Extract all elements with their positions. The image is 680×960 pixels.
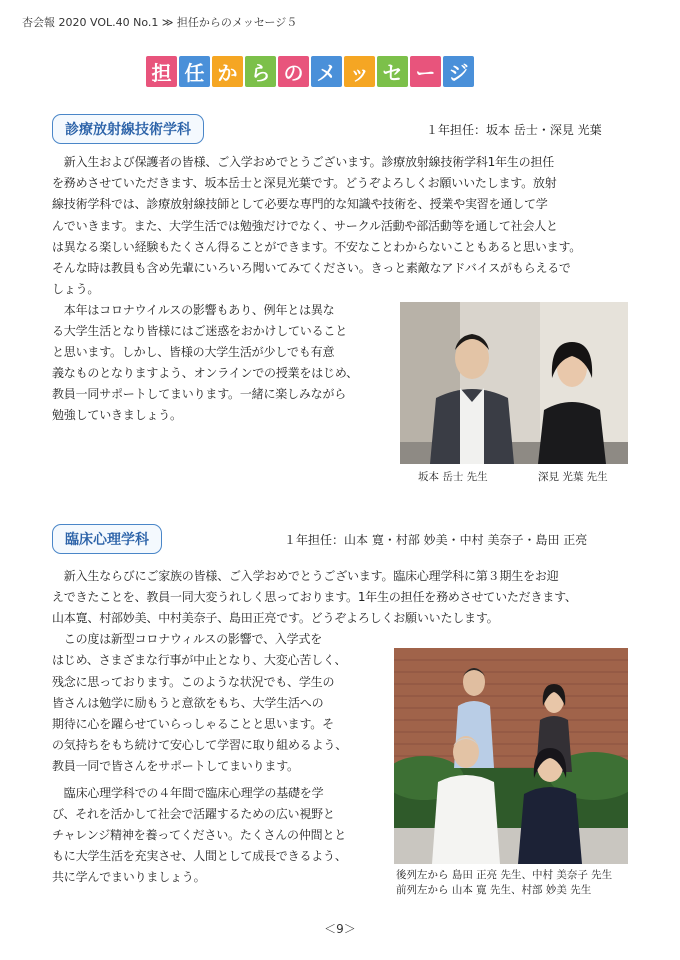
body-line: 義なものとなりますよう、オンラインでの授業をはじめ、	[52, 366, 358, 380]
photo-caption-left: 坂本 岳士 先生	[418, 471, 488, 483]
photo-caption-line1: 後列左から 島田 正亮 先生、中村 美奈子 先生	[396, 869, 613, 881]
title-tile: ー	[410, 56, 441, 87]
title-tile: ッ	[344, 56, 375, 87]
body-line: を務めさせていただきます、坂本岳士と深見光葉です。どうぞよろしくお願いいたします。放射	[52, 176, 557, 190]
body-line: 臨床心理学科での４年間で臨床心理学の基礎を学	[52, 786, 324, 800]
photo-caption-right: 深見 光葉 先生	[538, 471, 608, 483]
body-line: の気持ちをもち続けて安心して学習に取り組めるよう、	[52, 738, 348, 752]
title-tile: ら	[245, 56, 276, 87]
body-line: 残念に思っております。このような状況でも、学生の	[52, 675, 335, 689]
title-tile: メ	[311, 56, 342, 87]
body-line: しょう。	[52, 282, 100, 296]
body-line: る大学生活となり皆様にはご迷惑をおかけしていること	[52, 324, 348, 338]
body-line: 勉強していきましょう。	[52, 408, 182, 422]
page-number: ＜9＞	[324, 922, 356, 936]
title-tile: 任	[179, 56, 210, 87]
page-title	[146, 56, 474, 87]
section2-teachers: １年担任：山本 寛・村部 妙美・中村 美奈子・島田 正亮	[284, 533, 588, 547]
body-line: この度は新型コロナウィルスの影響で、入学式を	[52, 632, 323, 646]
running-head: 杏会報 2020 VOL.40 No.1 ≫ 担任からのメッセージ５	[22, 16, 298, 29]
body-line: び、それを活かして社会で活躍するための広い視野と	[52, 807, 335, 821]
title-tile: ジ	[443, 56, 474, 87]
photo-caption-line2: 前列左から 山本 寛 先生、村部 妙美 先生	[396, 884, 592, 896]
body-line: と思います。しかし、皆様の大学生活が少しでも有意	[52, 345, 335, 359]
photo-illustration	[394, 648, 628, 864]
body-line: 教員一同で皆さんをサポートしてまいります。	[52, 759, 299, 773]
section2-heading: 臨床心理学科	[52, 524, 162, 554]
body-line: は異なる楽しい経験もたくさん得ることができます。不安なことわからないこともあると思います。	[52, 240, 582, 254]
body-line: もに大学生活を充実させ、人間として成長できるよう、	[52, 849, 347, 863]
body-line: はじめ、さまざまな行事が中止となり、大変心苦しく、	[52, 653, 347, 667]
title-tile: か	[212, 56, 243, 87]
teachers-photo-1	[400, 302, 628, 464]
body-line: えできたことを、教員一同大変うれしく思っております。1年生の担任を務めさせていただきます、	[52, 590, 577, 604]
body-line: チャレンジ精神を養ってください。たくさんの仲間とと	[52, 828, 347, 842]
title-tile: の	[278, 56, 309, 87]
body-line: 本年はコロナウイルスの影響もあり、例年とは異な	[52, 303, 335, 317]
title-tile: セ	[377, 56, 408, 87]
body-line: 皆さんは勉学に励もうと意欲をもち、大学生活への	[52, 696, 324, 710]
section1-teachers: １年担任：坂本 岳士・深見 光葉	[426, 123, 602, 137]
body-line: 新入生および保護者の皆様、ご入学おめでとうございます。診療放射線技術学科1年生の担任	[52, 155, 555, 169]
body-line: んでいきます。また、大学生活では勉強だけでなく、サークル活動や部活動等を通して社会人と	[52, 219, 558, 233]
body-line: 線技術学科では、診療放射線技師として必要な専門的な知識や技術を、授業や実習を通して学	[52, 197, 548, 211]
section1-heading: 診療放射線技術学科	[52, 114, 204, 144]
body-line: そんな時は教員も含め先輩にいろいろ聞いてみてください。きっと素敵なアドバイスがもらえるで	[52, 261, 571, 275]
body-line: 新入生ならびにご家族の皆様、ご入学おめでとうございます。臨床心理学科に第３期生をお迎	[52, 569, 559, 583]
body-line: 山本寛、村部妙美、中村美奈子、島田正亮です。どうぞよろしくお願いいたします。	[52, 611, 499, 625]
title-tile: 担	[146, 56, 177, 87]
photo-illustration	[400, 302, 628, 464]
body-line: 期待に心を躍らせていらっしゃることと思います。そ	[52, 717, 334, 731]
body-line: 共に学んでまいりましょう。	[52, 870, 206, 884]
teachers-photo-2	[394, 648, 628, 864]
body-line: 教員一同サポートしてまいります。一緒に楽しみながら	[52, 387, 347, 401]
